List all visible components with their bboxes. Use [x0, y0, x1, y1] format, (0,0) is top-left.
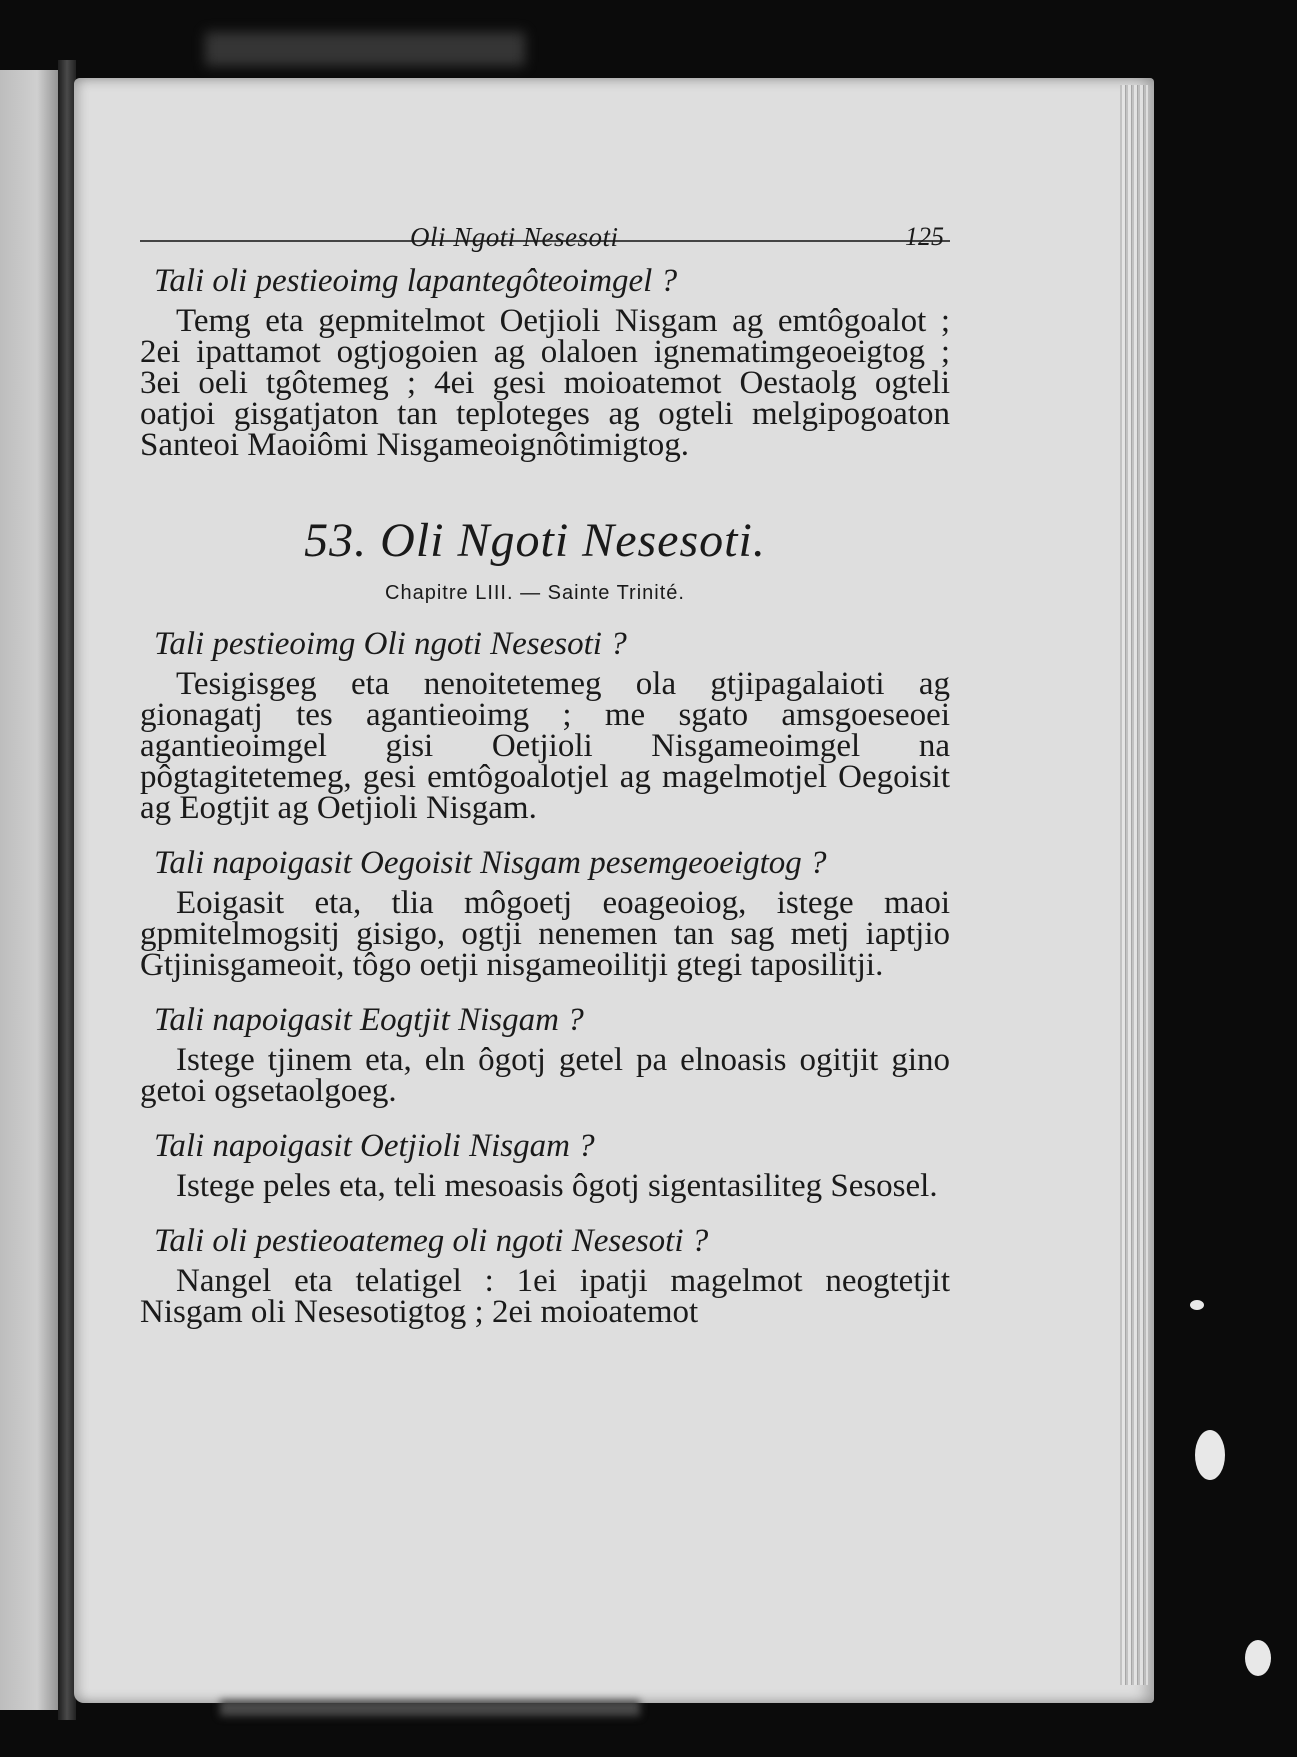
dust-speck	[1195, 1430, 1225, 1480]
answer: Nangel eta telatigel : 1ei ipatji magelmot neogtetjit Nisgam oli Nesesotigtog ; 2ei moioatemot	[140, 1263, 950, 1330]
scan-shadow-bottom	[220, 1700, 640, 1716]
question: Tali pestieoimg Oli ngoti Nesesoti ?	[154, 626, 627, 662]
question: Tali napoigasit Oetjioli Nisgam ?	[154, 1128, 595, 1164]
dust-speck	[1245, 1640, 1271, 1676]
facing-page-edge	[0, 70, 62, 1710]
answer: Temg eta gepmitelmot Oetjioli Nisgam ag emtôgoalot ; 2ei ipattamot ogtjogoien ag olaloen ignematimgeoeigtog ; 3ei oeli tgôtemeg ; 4ei gesi moioatemot Oestaolg ogteli oatjoi gisgatjaton tan teploteges ag ogteli melgipogoaton Santeoi Maoiômi Nisgameoignôtimigtog.	[140, 303, 950, 463]
chapter-subtitle: Chapitre LIII. — Sainte Trinité.	[385, 582, 685, 604]
page-edges	[1120, 85, 1148, 1685]
running-title: Oli Ngoti Nesesoti	[410, 222, 619, 252]
question: Tali oli pestieoimg lapantegôteoimgel ?	[154, 263, 678, 299]
dust-speck	[1190, 1300, 1204, 1310]
answer: Istege tjinem eta, eln ôgotj getel pa elnoasis ogitjit gino getoi ogsetaolgoeg.	[140, 1042, 950, 1109]
page-number: 125	[905, 222, 944, 251]
question: Tali napoigasit Oegoisit Nisgam pesemgeoeigtog ?	[154, 845, 827, 881]
page-content	[140, 180, 950, 1328]
answer: Tesigisgeg eta nenoitetemeg ola gtjipagalaioti ag gionagatj tes agantieoimg ; me sgato amsgoeseoei agantieoimgel gisi Oetjioli Nisgameoimgel na pôgtagitetemeg, gesi emtôgoalotjel ag magelmotjel Oegoisit ag Eogtjit ag Oetjioli Nisgam.	[140, 666, 950, 826]
chapter-title: 53. Oli Ngoti Nesesoti.	[304, 514, 766, 567]
question: Tali napoigasit Eogtjit Nisgam ?	[154, 1002, 584, 1038]
running-header	[140, 180, 950, 252]
scan-shadow	[205, 32, 525, 66]
answer: Eoigasit eta, tlia môgoetj eoageoiog, istege maoi gpmitelmogsitj gisigo, ogtji nenemen tan sag metj iaptjio Gtjinisgameoit, tôgo oetji nisgameoilitji gtegi taposilitji.	[140, 885, 950, 983]
answer: Istege peles eta, teli mesoasis ôgotj sigentasiliteg Sesosel.	[176, 1168, 938, 1204]
question: Tali oli pestieoatemeg oli ngoti Nesesoti ?	[154, 1223, 709, 1259]
